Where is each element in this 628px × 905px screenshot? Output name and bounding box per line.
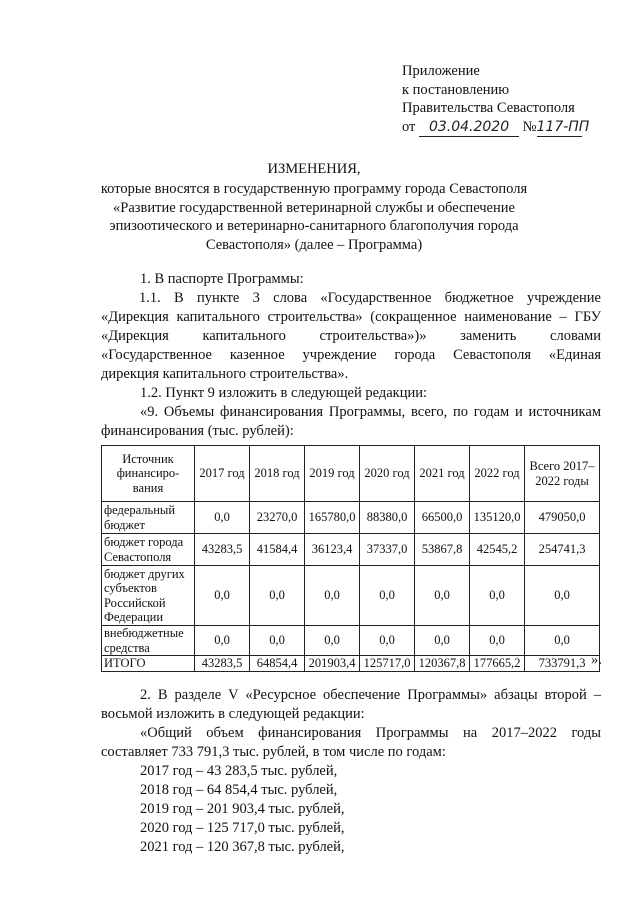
p9-line1: «9. Объемы финансирования Программы, всего, по годам и источникам bbox=[140, 404, 601, 420]
table-cell: 0,0 bbox=[250, 626, 305, 656]
table-cell: 88380,0 bbox=[360, 502, 415, 534]
table-row bbox=[102, 502, 600, 534]
p11-line2: «Дирекция капитального строительства» (сокращенное наименование – ГБУ bbox=[101, 309, 601, 325]
table-cell: 201903,4 bbox=[305, 656, 360, 672]
table-row bbox=[102, 626, 600, 656]
header-2022: 2022 год bbox=[470, 446, 525, 502]
table-cell: 0,0 bbox=[360, 566, 415, 626]
appendix-block bbox=[402, 62, 590, 137]
cell-source: бюджет других субъектов Российской Федерации bbox=[102, 566, 195, 626]
table-cell: 177665,2 bbox=[470, 656, 525, 672]
cell-source: бюджет города Севастополя bbox=[102, 534, 195, 566]
table-cell: 135120,0 bbox=[470, 502, 525, 534]
p11-line5: дирекция капитального строительства». bbox=[101, 366, 349, 382]
table-cell: 0,0 bbox=[360, 626, 415, 656]
financing-table bbox=[101, 445, 600, 672]
p12-line: 1.2. Пункт 9 изложить в следующей редакции: bbox=[140, 385, 428, 401]
table-cell: 0,0 bbox=[250, 566, 305, 626]
year-line: 2021 год – 120 367,8 тыс. рублей, bbox=[140, 839, 345, 855]
header-source: Источник финансиро-вания bbox=[102, 446, 195, 502]
header-2017: 2017 год bbox=[195, 446, 250, 502]
header-2021: 2021 год bbox=[415, 446, 470, 502]
year-line: 2019 год – 201 903,4 тыс. рублей, bbox=[140, 801, 345, 817]
table-cell: 41584,4 bbox=[250, 534, 305, 566]
table-cell: 0,0 bbox=[525, 566, 600, 626]
p11-line3: «Дирекция капитального строительства»)» заменить словами bbox=[101, 328, 601, 344]
appendix-line-1: Приложение bbox=[402, 63, 480, 79]
table-cell: 0,0 bbox=[415, 566, 470, 626]
table-cell: 0,0 bbox=[195, 502, 250, 534]
cell-source: ИТОГО bbox=[102, 656, 195, 672]
table-cell: 66500,0 bbox=[415, 502, 470, 534]
table-cell: 0,0 bbox=[305, 566, 360, 626]
document-subtitle: которые вносятся в государственную программу города Севастополя «Развитие государственной ветеринарной службы и обеспечение эпизоотического и ветеринарно-санитарного благополучия города Севастополя» (далее – Программа) bbox=[100, 181, 528, 253]
appendix-signature-line bbox=[402, 118, 590, 138]
table-cell: 36123,4 bbox=[305, 534, 360, 566]
p11-line4: «Государственное казенное учреждение города Севастополя «Единая bbox=[101, 347, 601, 363]
cell-source: внебюджетные средства bbox=[102, 626, 195, 656]
resolution-number: 117-ПП bbox=[537, 118, 582, 138]
cell-source: федеральный бюджет bbox=[102, 502, 195, 534]
table-row bbox=[102, 534, 600, 566]
header-2019: 2019 год bbox=[305, 446, 360, 502]
appendix-line-3: Правительства Севастополя bbox=[402, 100, 575, 116]
table-cell: 0,0 bbox=[525, 626, 600, 656]
section2-line2: восьмой изложить в следующей редакции: bbox=[101, 706, 365, 722]
resolution-date: 03.04.2020 bbox=[419, 118, 519, 138]
section1-heading: 1. В паспорте Программы: bbox=[140, 271, 304, 287]
table-cell: 42545,2 bbox=[470, 534, 525, 566]
table-cell: 0,0 bbox=[415, 626, 470, 656]
table-cell: 254741,3 bbox=[525, 534, 600, 566]
p9-line2: финансирования (тыс. рублей): bbox=[101, 423, 294, 439]
table-header-row bbox=[102, 446, 600, 502]
number-prefix: № bbox=[522, 118, 537, 135]
table-cell: 37337,0 bbox=[360, 534, 415, 566]
table-cell: 125717,0 bbox=[360, 656, 415, 672]
p11-line1 bbox=[101, 289, 601, 308]
section2-line1: 2. В разделе V «Ресурсное обеспечение Программы» абзацы второй – bbox=[140, 687, 601, 703]
table-cell: 120367,8 bbox=[415, 656, 470, 672]
table-closing-quote: ». bbox=[591, 652, 602, 668]
table-total-row bbox=[102, 656, 600, 672]
table-row bbox=[102, 566, 600, 626]
table-cell: 43283,5 bbox=[195, 656, 250, 672]
table-cell: 733791,3 bbox=[525, 656, 600, 672]
table-cell: 0,0 bbox=[470, 566, 525, 626]
table-cell: 0,0 bbox=[305, 626, 360, 656]
header-2018: 2018 год bbox=[250, 446, 305, 502]
year-line: 2018 год – 64 854,4 тыс. рублей, bbox=[140, 782, 338, 798]
p11-line1-text: 1.1. В пункте 3 слова «Государственное бюджетное учреждение bbox=[139, 290, 601, 306]
header-2020: 2020 год bbox=[360, 446, 415, 502]
document-title: ИЗМЕНЕНИЯ, bbox=[267, 161, 361, 177]
table-cell: 0,0 bbox=[195, 566, 250, 626]
year-line: 2017 год – 43 283,5 тыс. рублей, bbox=[140, 763, 338, 779]
table-cell: 479050,0 bbox=[525, 502, 600, 534]
table-cell: 43283,5 bbox=[195, 534, 250, 566]
table-cell: 53867,8 bbox=[415, 534, 470, 566]
table-cell: 64854,4 bbox=[250, 656, 305, 672]
quote-line1: «Общий объем финансирования Программы на 2017–2022 годы bbox=[140, 725, 601, 741]
year-line: 2020 год – 125 717,0 тыс. рублей, bbox=[140, 820, 345, 836]
table-cell: 0,0 bbox=[195, 626, 250, 656]
header-total: Всего 2017–2022 годы bbox=[525, 446, 600, 502]
appendix-line-2: к постановлению bbox=[402, 81, 510, 98]
table-cell: 0,0 bbox=[470, 626, 525, 656]
quote-line2: составляет 733 791,3 тыс. рублей, в том числе по годам: bbox=[101, 744, 446, 760]
table-cell: 165780,0 bbox=[305, 502, 360, 534]
date-prefix: от bbox=[402, 118, 416, 135]
table-cell: 23270,0 bbox=[250, 502, 305, 534]
